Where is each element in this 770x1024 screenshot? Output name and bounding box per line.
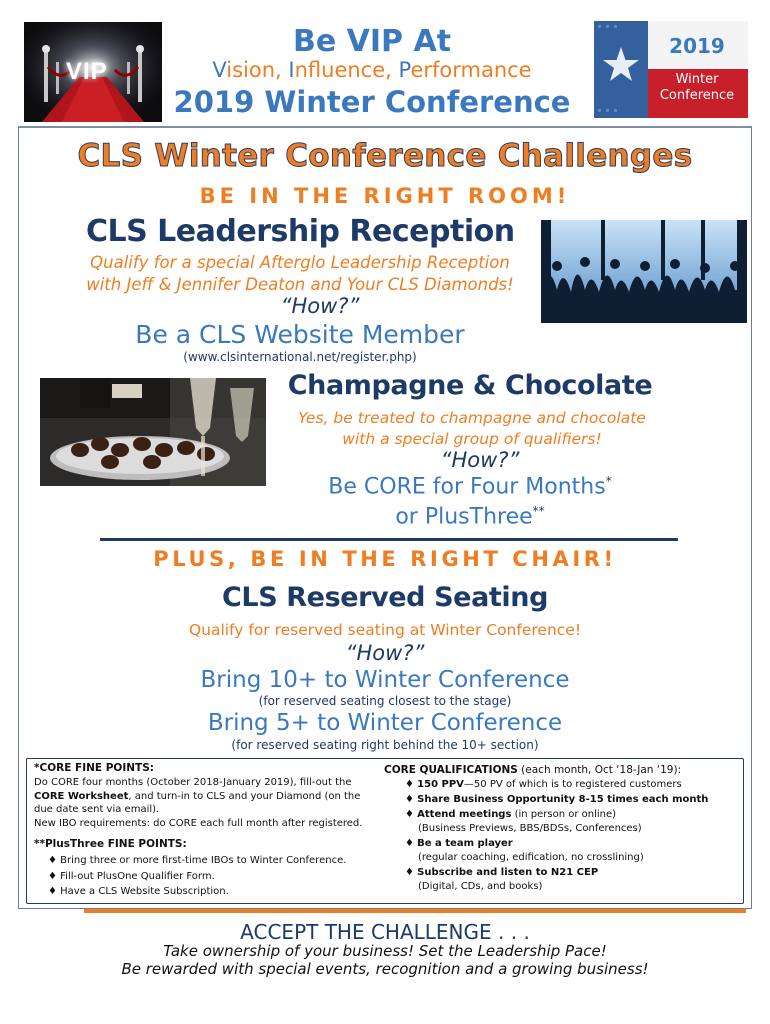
list-item: ♦ Fill-out PlusOne Qualifier Form. (48, 870, 215, 882)
header-title-line1: Be VIP At (292, 24, 452, 59)
reserved-seating-description: Qualify for reserved seating at Winter Conference! (188, 621, 582, 639)
plusthree-fine-points-heading: **PlusThree FINE POINTS: (34, 838, 187, 850)
diamond-bullet-icon: ♦ (405, 779, 414, 790)
flag-badge-line1: Winter (675, 72, 719, 87)
bring-10-note: (for reserved seating closest to the stage) (258, 694, 512, 708)
champagne-chocolate-title: Champagne & Chocolate (287, 370, 653, 401)
diamond-bullet-icon: ♦ (405, 809, 414, 820)
how-question: “How?” (440, 448, 520, 472)
leadership-reception-description: Qualify for a special Afterglo Leadership Reception with Jeff & Jennifer Deaton and Your CLS Diamonds! (86, 253, 514, 294)
bring-5-requirement: Bring 5+ to Winter Conference (207, 710, 563, 736)
closing-line-1: Take ownership of your business! Set the Leadership Pace! (163, 942, 607, 960)
accept-challenge-heading: ACCEPT THE CHALLENGE . . . (240, 920, 530, 944)
list-item-subtext: (regular coaching, edification, no crosslining) (418, 852, 644, 863)
how-question: “How?” (345, 641, 425, 665)
list-item: ♦ Bring three or more first-time IBOs to Winter Conference. (48, 855, 347, 866)
diamond-bullet-icon: ♦ (405, 838, 414, 849)
how-question: “How?” (280, 294, 360, 318)
core-qualifications-heading: CORE QUALIFICATIONS (each month, Oct ‘18-Jan ‘19): (384, 764, 682, 776)
register-url: (www.clsinternational.net/register.php) (183, 350, 417, 364)
diamond-bullet-icon: ♦ (48, 886, 57, 897)
diamond-bullet-icon: ♦ (48, 855, 57, 866)
bring-10-requirement: Bring 10+ to Winter Conference (200, 667, 570, 693)
plusthree-requirement: or PlusThree** (395, 504, 545, 530)
champagne-chocolate-image (40, 378, 266, 486)
right-chair-heading: PLUS, BE IN THE RIGHT CHAIR! (153, 547, 617, 571)
diamond-bullet-icon: ♦ (48, 870, 57, 882)
section-divider (100, 538, 678, 541)
list-item: ♦ Attend meetings (in person or online) (405, 809, 617, 820)
core-qualifications-list (405, 778, 745, 894)
list-item: ♦ Share Business Opportunity 8-15 times each month (405, 794, 709, 805)
diamond-bullet-icon: ♦ (405, 867, 414, 878)
diamond-bullet-icon: ♦ (405, 794, 414, 805)
leadership-reception-title: CLS Leadership Reception (86, 214, 515, 249)
challenges-title: CLS Winter Conference Challenges (77, 138, 693, 174)
bring-5-note: (for reserved seating right behind the 10+ section) (231, 738, 539, 752)
champagne-chocolate-description: Yes, be treated to champagne and chocolate with a special group of qualifiers! (298, 409, 646, 448)
core-fine-points-text: Do CORE four months (October 2018-January 2019), fill-out the CORE Worksheet, and turn-in to CLS and your Diamond (on the due date sent via email). (34, 777, 361, 815)
list-item: ♦ Have a CLS Website Subscription. (48, 886, 229, 897)
core-four-months-requirement: Be CORE for Four Months* (328, 474, 612, 500)
right-room-heading: BE IN THE RIGHT ROOM! (199, 184, 571, 208)
closing-line-2: Be rewarded with special events, recognition and a growing business! (121, 960, 649, 978)
list-item: ♦ Be a team player (405, 838, 513, 849)
list-item: ♦ 150 PPV—50 PV of which is to registered customers (405, 779, 682, 790)
reserved-seating-title: CLS Reserved Seating (222, 582, 548, 613)
list-item: ♦ Subscribe and listen to N21 CEP (405, 867, 599, 878)
website-member-requirement: Be a CLS Website Member (135, 320, 465, 349)
core-fine-points-heading: *CORE FINE POINTS: (34, 762, 154, 774)
plusthree-fine-points-list (48, 853, 378, 900)
list-item-subtext: (Business Previews, BBS/BDSs, Conferences) (418, 823, 642, 834)
city-crowd-silhouette-image (541, 220, 747, 323)
orange-divider (84, 909, 746, 913)
flag-badge-line2: Conference (659, 88, 735, 103)
flag-badge-year: 2019 (669, 34, 725, 58)
header-title-line2: 2019 Winter Conference (173, 85, 571, 119)
new-ibo-requirement-text: New IBO requirements: do CORE each full month after registered. (34, 818, 363, 829)
list-item-subtext: (Digital, CDs, and books) (418, 881, 543, 892)
vip-image-text: VIP (66, 58, 108, 85)
header-tagline: Vision, Influence, Performance (212, 58, 532, 82)
